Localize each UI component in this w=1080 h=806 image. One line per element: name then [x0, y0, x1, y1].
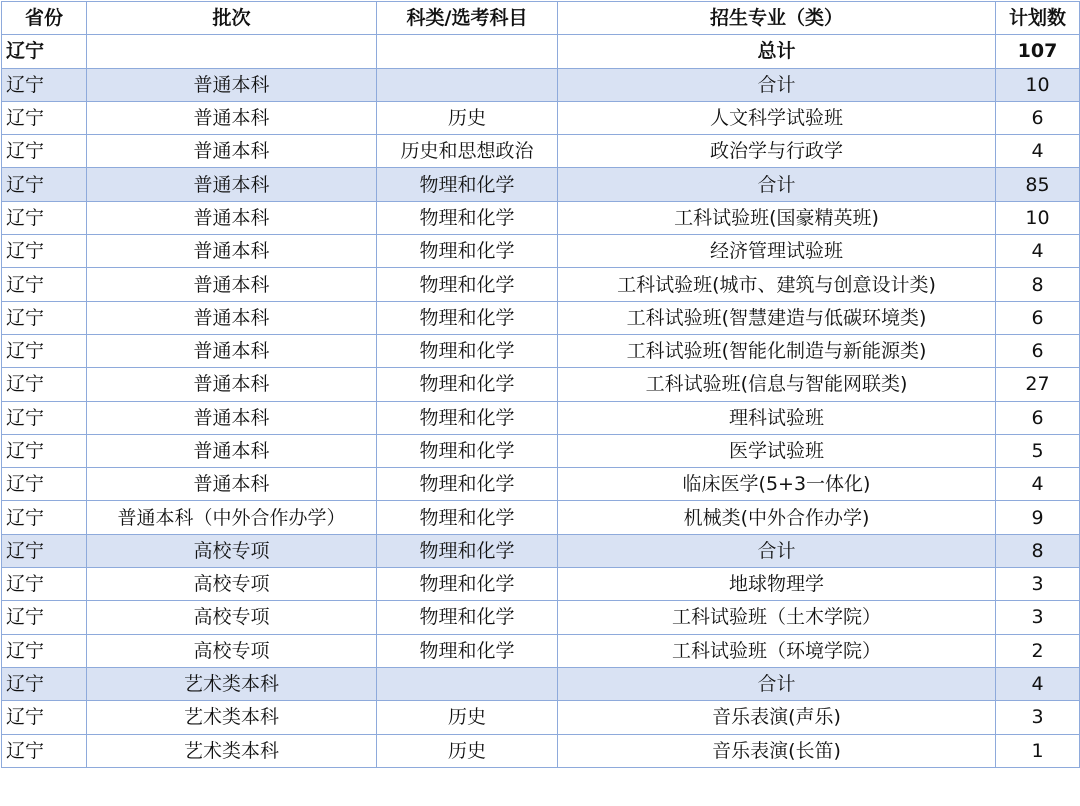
table-row: [2, 534, 1080, 567]
cell-province: 辽宁: [2, 168, 87, 201]
cell-subject: 物理和化学: [377, 568, 558, 601]
cell-count: 3: [996, 701, 1080, 734]
cell-major: 地球物理学: [558, 568, 996, 601]
cell-province: 辽宁: [2, 601, 87, 634]
cell-count: 8: [996, 534, 1080, 567]
cell-subject: 物理和化学: [377, 468, 558, 501]
cell-major: 工科试验班（环境学院）: [558, 634, 996, 667]
cell-count: 4: [996, 468, 1080, 501]
header-subject: 科类/选考科目: [377, 2, 558, 35]
cell-batch: 普通本科: [87, 168, 377, 201]
header-batch: 批次: [87, 2, 377, 35]
cell-count: 4: [996, 135, 1080, 168]
cell-count: 107: [996, 35, 1080, 68]
cell-batch: 高校专项: [87, 634, 377, 667]
cell-subject: 物理和化学: [377, 268, 558, 301]
cell-province: 辽宁: [2, 368, 87, 401]
cell-province: 辽宁: [2, 734, 87, 767]
cell-major: 合计: [558, 667, 996, 700]
cell-major: 工科试验班(信息与智能网联类): [558, 368, 996, 401]
cell-province: 辽宁: [2, 401, 87, 434]
cell-province: 辽宁: [2, 135, 87, 168]
cell-batch: 普通本科: [87, 301, 377, 334]
header-major: 招生专业（类）: [558, 2, 996, 35]
table-row: [2, 168, 1080, 201]
cell-count: 5: [996, 434, 1080, 467]
table-row: [2, 501, 1080, 534]
cell-subject: 历史: [377, 701, 558, 734]
cell-subject: 物理和化学: [377, 201, 558, 234]
cell-count: 3: [996, 568, 1080, 601]
cell-count: 9: [996, 501, 1080, 534]
table-row: [2, 568, 1080, 601]
table-row: [2, 235, 1080, 268]
cell-province: 辽宁: [2, 201, 87, 234]
cell-count: 10: [996, 201, 1080, 234]
cell-province: 辽宁: [2, 68, 87, 101]
cell-major: 工科试验班（土木学院）: [558, 601, 996, 634]
cell-major: 人文科学试验班: [558, 101, 996, 134]
cell-batch: 艺术类本科: [87, 734, 377, 767]
cell-subject: 物理和化学: [377, 634, 558, 667]
table-row: [2, 201, 1080, 234]
table-row: [2, 334, 1080, 367]
cell-count: 6: [996, 401, 1080, 434]
cell-major: 合计: [558, 68, 996, 101]
cell-batch: 艺术类本科: [87, 701, 377, 734]
table-row: [2, 35, 1080, 68]
cell-subject: 物理和化学: [377, 434, 558, 467]
cell-subject: 物理和化学: [377, 334, 558, 367]
cell-subject: 物理和化学: [377, 401, 558, 434]
cell-major: 合计: [558, 168, 996, 201]
cell-batch: 高校专项: [87, 534, 377, 567]
cell-province: 辽宁: [2, 35, 87, 68]
cell-count: 2: [996, 634, 1080, 667]
cell-major: 音乐表演(声乐): [558, 701, 996, 734]
cell-count: 1: [996, 734, 1080, 767]
header-count: 计划数: [996, 2, 1080, 35]
cell-batch: 普通本科: [87, 368, 377, 401]
cell-count: 8: [996, 268, 1080, 301]
table-row: [2, 101, 1080, 134]
cell-subject: 物理和化学: [377, 368, 558, 401]
table-row: [2, 601, 1080, 634]
table-row: [2, 667, 1080, 700]
cell-subject: 历史: [377, 101, 558, 134]
cell-major: 音乐表演(长笛): [558, 734, 996, 767]
cell-province: 辽宁: [2, 334, 87, 367]
cell-province: 辽宁: [2, 534, 87, 567]
cell-batch: 普通本科: [87, 434, 377, 467]
table-row: [2, 301, 1080, 334]
cell-major: 工科试验班(国豪精英班): [558, 201, 996, 234]
cell-major: 工科试验班(智能化制造与新能源类): [558, 334, 996, 367]
cell-major: 医学试验班: [558, 434, 996, 467]
cell-count: 6: [996, 301, 1080, 334]
cell-batch: [87, 35, 377, 68]
cell-province: 辽宁: [2, 501, 87, 534]
cell-province: 辽宁: [2, 301, 87, 334]
cell-major: 理科试验班: [558, 401, 996, 434]
cell-subject: 物理和化学: [377, 235, 558, 268]
cell-major: 机械类(中外合作办学): [558, 501, 996, 534]
cell-subject: 历史: [377, 734, 558, 767]
cell-count: 10: [996, 68, 1080, 101]
cell-batch: 普通本科: [87, 334, 377, 367]
cell-province: 辽宁: [2, 468, 87, 501]
cell-count: 4: [996, 667, 1080, 700]
cell-major: 经济管理试验班: [558, 235, 996, 268]
table-row: [2, 701, 1080, 734]
table-row: [2, 401, 1080, 434]
cell-count: 6: [996, 334, 1080, 367]
cell-major: 工科试验班(城市、建筑与创意设计类): [558, 268, 996, 301]
cell-province: 辽宁: [2, 701, 87, 734]
cell-subject: 物理和化学: [377, 301, 558, 334]
cell-batch: 普通本科: [87, 68, 377, 101]
cell-subject: 物理和化学: [377, 501, 558, 534]
cell-province: 辽宁: [2, 634, 87, 667]
table-body: [2, 35, 1080, 768]
cell-province: 辽宁: [2, 667, 87, 700]
cell-batch: 普通本科（中外合作办学）: [87, 501, 377, 534]
cell-batch: 高校专项: [87, 568, 377, 601]
cell-subject: 物理和化学: [377, 601, 558, 634]
table-row: [2, 634, 1080, 667]
cell-province: 辽宁: [2, 235, 87, 268]
cell-subject: [377, 68, 558, 101]
cell-subject: [377, 35, 558, 68]
table-row: [2, 434, 1080, 467]
cell-subject: 历史和思想政治: [377, 135, 558, 168]
cell-batch: 普通本科: [87, 201, 377, 234]
cell-batch: 普通本科: [87, 401, 377, 434]
table-row: [2, 368, 1080, 401]
cell-major: 政治学与行政学: [558, 135, 996, 168]
cell-batch: 普通本科: [87, 101, 377, 134]
cell-major: 工科试验班(智慧建造与低碳环境类): [558, 301, 996, 334]
cell-province: 辽宁: [2, 568, 87, 601]
cell-province: 辽宁: [2, 434, 87, 467]
cell-batch: 高校专项: [87, 601, 377, 634]
cell-subject: 物理和化学: [377, 534, 558, 567]
cell-subject: [377, 667, 558, 700]
table-row: [2, 468, 1080, 501]
cell-count: 4: [996, 235, 1080, 268]
cell-count: 6: [996, 101, 1080, 134]
cell-count: 85: [996, 168, 1080, 201]
cell-major: 总计: [558, 35, 996, 68]
cell-batch: 普通本科: [87, 135, 377, 168]
cell-province: 辽宁: [2, 101, 87, 134]
header-province: 省份: [2, 2, 87, 35]
table-row: [2, 68, 1080, 101]
cell-batch: 普通本科: [87, 235, 377, 268]
cell-province: 辽宁: [2, 268, 87, 301]
enrollment-plan-table: [1, 1, 1080, 768]
cell-major: 合计: [558, 534, 996, 567]
cell-batch: 普通本科: [87, 268, 377, 301]
cell-batch: 普通本科: [87, 468, 377, 501]
table-row: [2, 135, 1080, 168]
table-header-row: [2, 2, 1080, 35]
cell-count: 3: [996, 601, 1080, 634]
cell-count: 27: [996, 368, 1080, 401]
cell-major: 临床医学(5+3一体化): [558, 468, 996, 501]
table-row: [2, 734, 1080, 767]
table-row: [2, 268, 1080, 301]
cell-batch: 艺术类本科: [87, 667, 377, 700]
cell-subject: 物理和化学: [377, 168, 558, 201]
